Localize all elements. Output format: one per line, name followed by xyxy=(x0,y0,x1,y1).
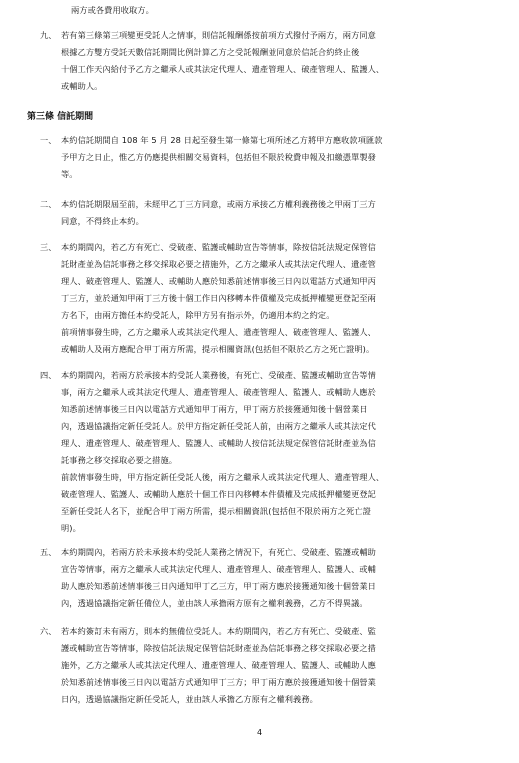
clause-text: 本約期間內，若兩方於未承接本約受託人業務之情況下，有死亡、受破產、監護或輔助 宣告等情事，兩方之繼承人或其法定代理人、遺產管理人、破產管理人、監護人、或輔 助人應於知悉前述情事後三日內通知甲丁乙三方，甲丁兩方應於接獲通知後十個營業日 內，透過協議指定新任備位人，並由該人承擔兩方原有之權利義務，乙方不得異議。 xyxy=(61,547,376,608)
clause-marker: 四、 xyxy=(40,370,57,380)
clause-item-4 xyxy=(40,367,496,537)
clause-marker: 一、 xyxy=(40,135,57,145)
top-line-text: 兩方或各費用收取方。 xyxy=(71,5,154,15)
clause-marker: 九、 xyxy=(40,30,57,40)
article-heading: 第三條 信託期間 xyxy=(27,112,94,122)
clause-marker: 三、 xyxy=(40,242,57,252)
clause-item-2 xyxy=(40,196,496,230)
clause-text: 若本約簽訂未有兩方，則本約無備位受託人。本約期間內，若乙方有死亡、受破產、監 護或輔助宣告等情事，除按信託法規定保管信託財產並為信託事務之移交採取必要之措 施外，乙方之繼承人或其法定代理人、遺產管理人、破產管理人、監護人、或輔助人應 於知悉前述情事後三日內以電話方式通知甲丁三方；甲丁兩方應於接獲通知後十個營業 日內，透過協議指定新任受託人，並由該人承擔乙方原有之權利義務。 xyxy=(61,626,376,704)
clause-text: 本約信託期間自 108 年 5 月 28 日起至發生第一條第七項所述乙方將甲方應收款項匯款 予甲方之日止，惟乙方仍應提供相關交易資料，包括但不限於稅費申報及扣繳憑單製發 等。 xyxy=(61,135,383,179)
clause-text: 本約信託期限屆至前，未經甲乙丁三方同意，或兩方承接乙方權利義務後之甲兩丁三方 同意，不得終止本約。 xyxy=(61,199,376,226)
clause-marker: 二、 xyxy=(40,199,57,209)
clause-item-6 xyxy=(40,623,496,708)
clause-item-5 xyxy=(40,544,496,612)
clause-item-9 xyxy=(40,27,496,95)
clause-item-3 xyxy=(40,239,496,358)
clause-item-1 xyxy=(40,132,496,183)
page-number: 4 xyxy=(256,728,263,737)
clause-text: 若有第三條第三項變更受託人之情事，則信託報酬係按前項方式撥付予兩方，兩方同意 根據乙方雙方受託天數信託期間比例計算乙方之受託報酬並同意於信託合約終止後 十個工作天內給付予乙方之繼承人或其法定代理人、遺產管理人、破產管理人、監護人、 或輔助人。 xyxy=(61,30,385,91)
clause-marker: 五、 xyxy=(40,547,57,557)
top-line xyxy=(71,2,491,19)
clause-marker: 六、 xyxy=(40,626,57,636)
clause-text: 本約期間內，若乙方有死亡、受破產、監護或輔助宣告等情事，除按信託法規定保管信 託財產並為信託事務之移交採取必要之措施外，乙方之繼承人或其法定代理人、遺產管 理人、破產管理人、監護人、或輔助人應於知悉前述情事後三日內以電話方式通知甲丙 丁三方，並於通知甲兩丁三方後十個工作日內移轉本件債權及完成抵押權變更登記至兩 方名下，由兩方擔任本約受託人，除甲方另有指示外，仍適用本約之約定。 前項情事發生時，乙方之繼承人或其法定代理人、遺產管理人、破產管理人、監護人、 或輔助人及兩方應配合甲丁兩方所需，提示相關資訊(包括但不限於乙方之死亡證明)。 xyxy=(61,242,376,354)
clause-text: 本約期間內，若兩方於承接本約受託人業務後，有死亡、受破產、監護或輔助宣告等情 事，兩方之繼承人或其法定代理人、遺產管理人、破產管理人、監護人、或輔助人應於 知悉前述情事後三日內以電話方式通知甲丁兩方，甲丁兩方於接獲通知後十個營業日 內，透過協議指定新任受託人。於甲方指定新任受託人前，由兩方之繼承人或其法定代 理人、遺產管理人、破產管理人、監護人、或輔助人按信託法規定保管信託財產並為信 託事務之移交採取必要之措施。 前款情事發生時，甲方指定新任受託人後，兩方之繼承人或其法定代理人、遺產管理人、 破產管理人、監護人、或輔助人應於十個工作日內移轉本件債權及完成抵押權變更登記 至新任受託人名下，並配合甲丁兩方所需，提示相關資訊(包括但不限於兩方之死亡證 明)。 xyxy=(61,370,385,533)
